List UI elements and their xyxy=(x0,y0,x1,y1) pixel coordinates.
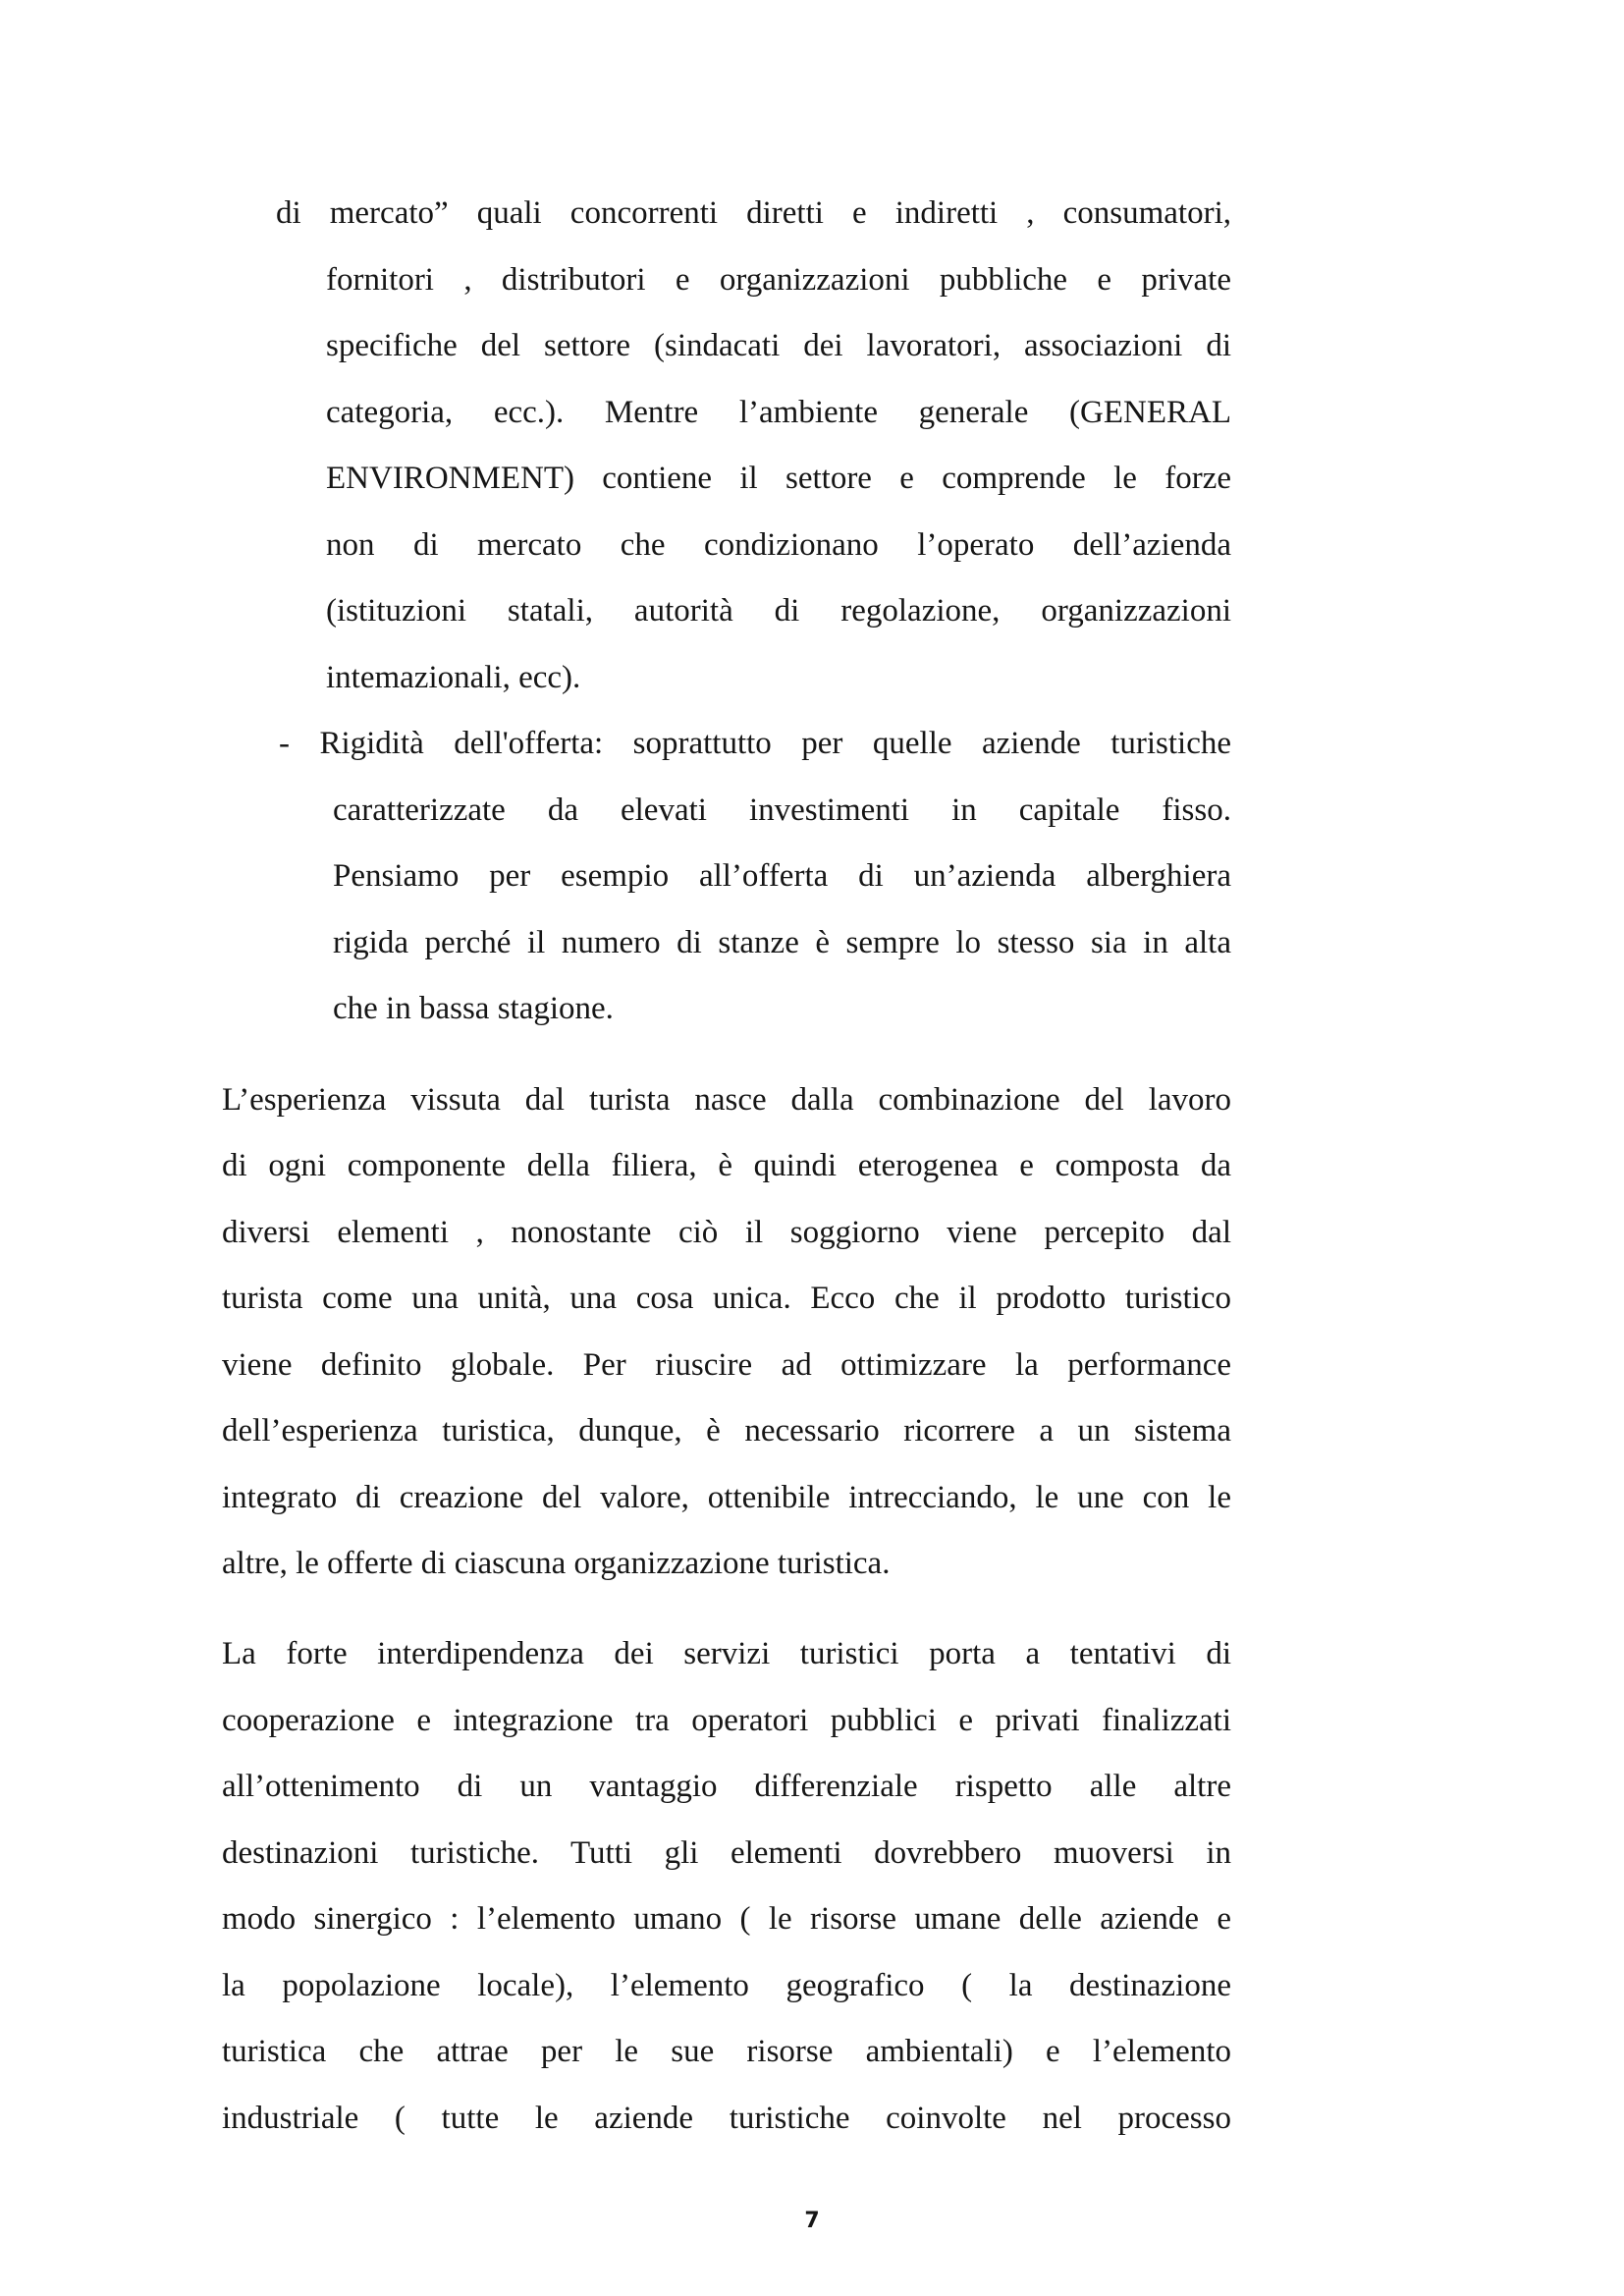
text-line: L’esperienza vissuta dal turista nasce dalla combinazione del lavoro xyxy=(222,1082,1231,1118)
text-line: all’ottenimento di un vantaggio differenziale rispetto alle altre xyxy=(222,1769,1231,1804)
text-line: categoria, ecc.). Mentre l’ambiente generale (GENERAL xyxy=(326,395,1231,430)
text-line: dell’esperienza turistica, dunque, è necessario ricorrere a un sistema xyxy=(222,1413,1231,1449)
page-number: 7 xyxy=(804,2209,820,2233)
text-line: di ogni componente della filiera, è quindi eterogenea e composta da xyxy=(222,1148,1231,1183)
text-line: viene definito globale. Per riuscire ad ottimizzare la performance xyxy=(222,1347,1231,1383)
text-line: modo sinergico : l’elemento umano ( le risorse umane delle aziende e xyxy=(222,1901,1231,1937)
text-line: che in bassa stagione. xyxy=(333,991,614,1026)
text-line: cooperazione e integrazione tra operatori pubblici e privati finalizzati xyxy=(222,1703,1231,1738)
text-line: destinazioni turistiche. Tutti gli elementi dovrebbero muoversi in xyxy=(222,1835,1231,1871)
text-line: altre, le offerte di ciascuna organizzazione turistica. xyxy=(222,1546,891,1581)
text-line: la popolazione locale), l’elemento geografico ( la destinazione xyxy=(222,1968,1231,2003)
text-line: La forte interdipendenza dei servizi turistici porta a tentativi di xyxy=(222,1636,1231,1671)
text-line: caratterizzate da elevati investimenti in capitale fisso. xyxy=(333,793,1231,828)
text-line: integrato di creazione del valore, ottenibile intrecciando, le une con le xyxy=(222,1480,1231,1515)
text-line: rigida perché il numero di stanze è sempre lo stesso sia in alta xyxy=(333,925,1231,960)
text-line: turistica che attrae per le sue risorse ambientali) e l’elemento xyxy=(222,2034,1231,2069)
text-line: - Rigidità dell'offerta: soprattutto per quelle aziende turistiche xyxy=(279,726,1231,761)
text-line: fornitori , distributori e organizzazioni pubbliche e private xyxy=(326,262,1231,298)
text-line: ENVIRONMENT) contiene il settore e comprende le forze xyxy=(326,461,1231,496)
text-line: turista come una unità, una cosa unica. Ecco che il prodotto turistico xyxy=(222,1281,1231,1316)
text-line: (istituzioni statali, autorità di regolazione, organizzazioni xyxy=(326,593,1231,629)
text-line: diversi elementi , nonostante ciò il soggiorno viene percepito dal xyxy=(222,1215,1231,1250)
text-line: intemazionali, ecc). xyxy=(326,660,581,695)
text-line: industriale ( tutte le aziende turistiche coinvolte nel processo xyxy=(222,2101,1231,2136)
text-line: di mercato” quali concorrenti diretti e indiretti , consumatori, xyxy=(276,195,1231,231)
text-line: non di mercato che condizionano l’operato dell’azienda xyxy=(326,527,1231,563)
text-line: specifiche del settore (sindacati dei lavoratori, associazioni di xyxy=(326,328,1231,363)
text-line: Pensiamo per esempio all’offerta di un’azienda alberghiera xyxy=(333,858,1231,894)
